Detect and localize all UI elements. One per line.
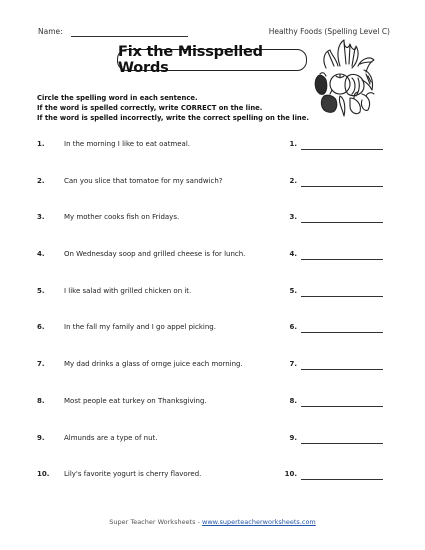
worksheet-topic: Healthy Foods (Spelling Level C) xyxy=(268,27,390,36)
question-row xyxy=(0,397,425,409)
answer-line[interactable] xyxy=(301,186,383,187)
question-number: 3. xyxy=(37,213,45,221)
answer-number: 2. xyxy=(289,177,297,185)
instruction-line: Circle the spelling word in each sentence. xyxy=(37,94,198,102)
answer-line[interactable] xyxy=(301,222,383,223)
question-number: 5. xyxy=(37,287,45,295)
instruction-line: If the word is spelled correctly, write CORRECT on the line. xyxy=(37,103,263,112)
answer-line[interactable] xyxy=(301,369,383,370)
answer-line[interactable] xyxy=(301,406,383,407)
name-field[interactable] xyxy=(71,36,188,37)
question-row xyxy=(0,323,425,335)
question-sentence: Most people eat turkey on Thanksgiving. xyxy=(64,397,207,405)
answer-number: 9. xyxy=(289,434,297,442)
question-row xyxy=(0,140,425,152)
question-number: 1. xyxy=(37,140,45,148)
question-row xyxy=(0,177,425,189)
answer-number: 4. xyxy=(289,250,297,258)
question-sentence: Almunds are a type of nut. xyxy=(64,434,158,442)
answer-number: 6. xyxy=(289,323,297,331)
question-sentence: In the fall my family and I go appel picking. xyxy=(64,323,216,331)
answer-line[interactable] xyxy=(301,443,383,444)
page-footer xyxy=(0,518,425,526)
question-sentence: My mother cooks fish on Fridays. xyxy=(64,213,180,221)
page-title: Fix the Misspelled Words xyxy=(118,44,263,76)
question-sentence: On Wednesday soop and grilled cheese is for lunch. xyxy=(64,250,246,258)
name-label: Name: xyxy=(38,27,63,36)
answer-number: 5. xyxy=(289,287,297,295)
answer-line[interactable] xyxy=(301,259,383,260)
question-row xyxy=(0,360,425,372)
question-sentence: Lily's favorite yogurt is cherry flavored. xyxy=(64,470,202,478)
question-row xyxy=(0,250,425,262)
question-number: 6. xyxy=(37,323,45,331)
question-number: 7. xyxy=(37,360,45,368)
question-row xyxy=(0,213,425,225)
question-number: 9. xyxy=(37,434,45,442)
question-sentence: My dad drinks a glass of ornge juice each morning. xyxy=(64,360,243,368)
question-number: 4. xyxy=(37,250,45,258)
answer-number: 3. xyxy=(289,213,297,221)
answer-line[interactable] xyxy=(301,332,383,333)
question-sentence: I like salad with grilled chicken on it. xyxy=(64,287,192,295)
answer-number: 8. xyxy=(289,397,297,405)
answer-line[interactable] xyxy=(301,479,383,480)
answer-line[interactable] xyxy=(301,296,383,297)
question-row xyxy=(0,287,425,299)
answer-number: 7. xyxy=(289,360,297,368)
footer-separator: - xyxy=(197,518,200,526)
answer-number: 10. xyxy=(284,470,297,478)
title-box xyxy=(117,44,307,76)
question-row xyxy=(0,470,425,482)
footer-brand: Super Teacher Worksheets xyxy=(109,518,196,526)
answer-line[interactable] xyxy=(301,149,383,150)
question-sentence: Can you slice that tomatoe for my sandwich? xyxy=(64,177,223,185)
question-sentence: In the morning I like to eat oatmeal. xyxy=(64,140,191,148)
question-number: 10. xyxy=(37,470,50,478)
footer-link[interactable]: www.superteacherworksheets.com xyxy=(202,518,316,526)
question-number: 8. xyxy=(37,397,45,405)
question-row xyxy=(0,434,425,446)
instructions xyxy=(37,94,357,123)
instruction-line: If the word is spelled incorrectly, write the correct spelling on the line. xyxy=(37,113,309,122)
question-number: 2. xyxy=(37,177,45,185)
answer-number: 1. xyxy=(289,140,297,148)
